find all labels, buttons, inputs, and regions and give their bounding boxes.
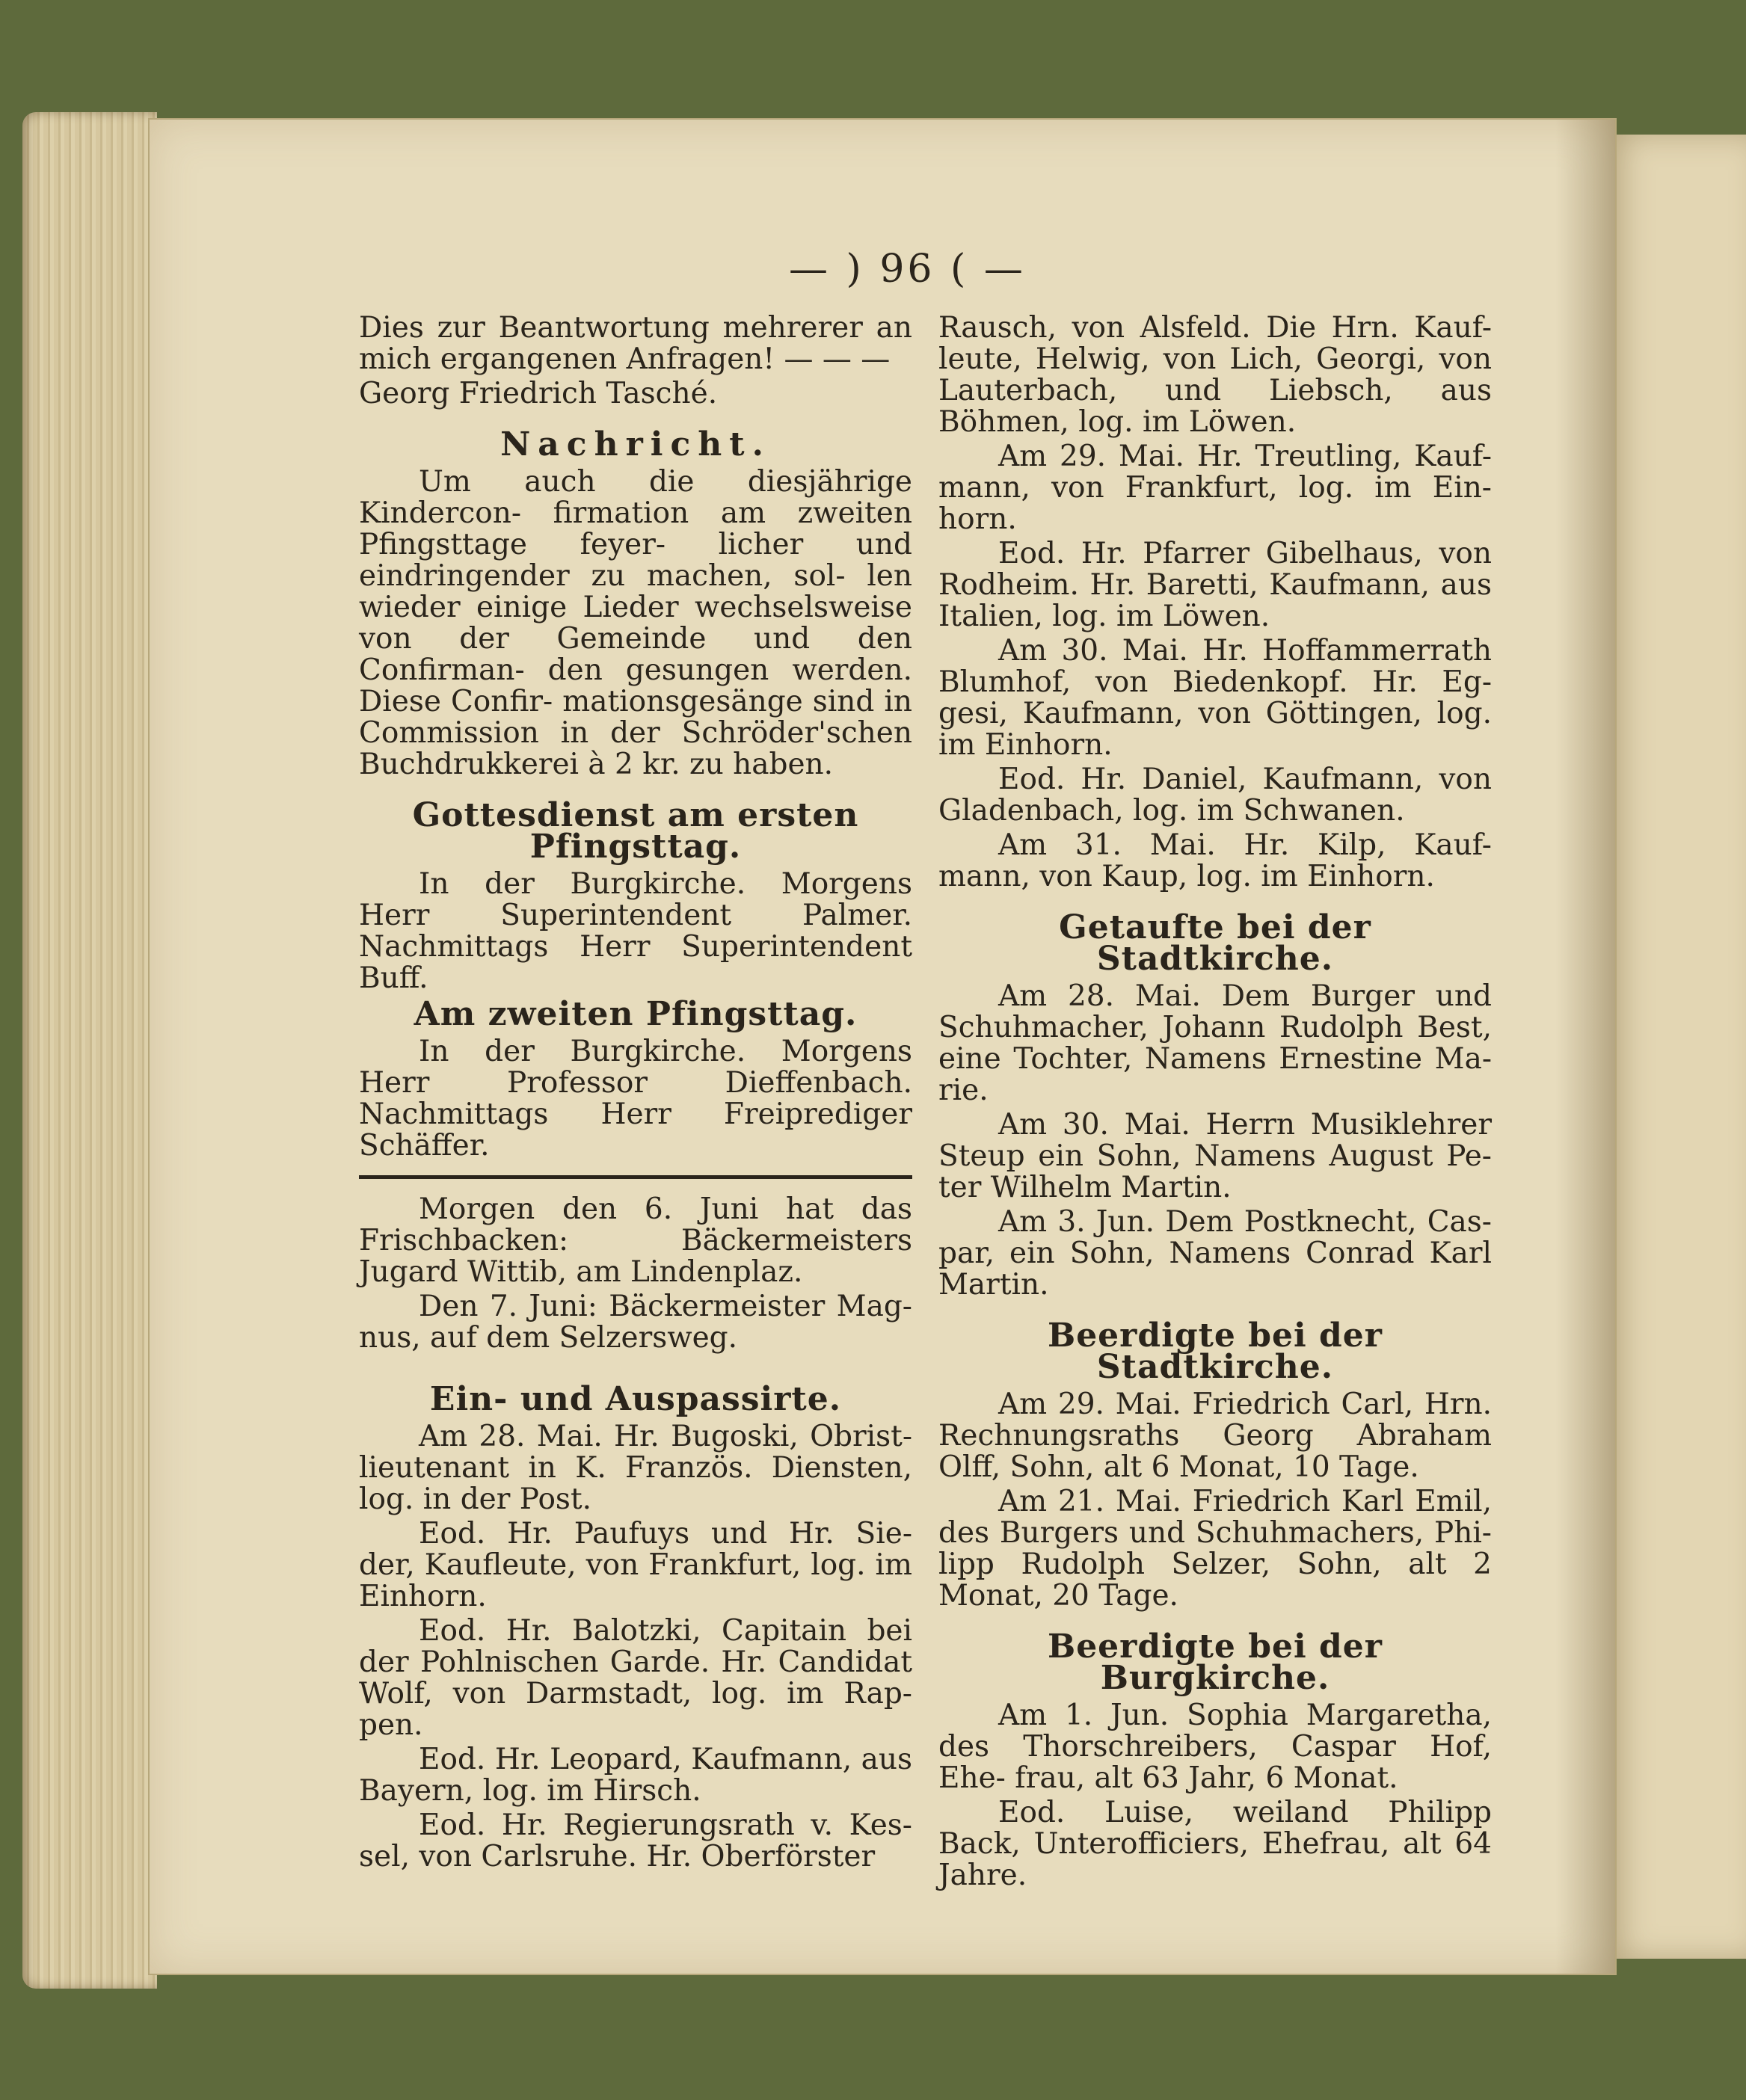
passirte-entry: Eod. Hr. Balotzki, Capitain bei der Pohlnischen Garde. Hr. Candidat Wolf, von Darmstadt, log. im Rap- pen. bbox=[359, 1614, 912, 1742]
right-column bbox=[938, 312, 1492, 1894]
zweiter-pfingsttag-heading: Am zweiten Pfingsttag. bbox=[414, 995, 858, 1033]
facing-page-edge bbox=[1608, 135, 1746, 1959]
passirte-entry: Am 29. Mai. Hr. Treutling, Kauf- mann, von Frankfurt, log. im Ein- horn. bbox=[938, 440, 1492, 536]
getaufte-heading: Getaufte bei der Stadtkirche. bbox=[1059, 908, 1371, 978]
passirte-entry: Am 30. Mai. Hr. Hoffammerrath Blumhof, von Biedenkopf. Hr. Eg- gesi, Kaufmann, von Göttingen, log. im Einhorn. bbox=[938, 634, 1492, 762]
getaufte-entry: Am 28. Mai. Dem Burger und Schuhmacher, Johann Rudolph Best, eine Tochter, Namens Ernestine Ma- rie. bbox=[938, 979, 1492, 1107]
getaufte-entry: Am 30. Mai. Herrn Musiklehrer Steup ein Sohn, Namens August Pe- ter Wilhelm Martin. bbox=[938, 1108, 1492, 1204]
signature: Georg Friedrich Tasché. bbox=[359, 377, 718, 410]
backen-notice-2: Den 7. Juni: Bäckermeister Mag- nus, auf dem Selzersweg. bbox=[359, 1290, 912, 1355]
beerdigte-entry: Am 1. Jun. Sophia Margaretha, des Thorschreibers, Caspar Hof, Ehe- frau, alt 63 Jahr, 6 Monat. bbox=[938, 1699, 1492, 1795]
beerdigte-stadtkirche-heading: Beerdigte bei der Stadtkirche. bbox=[1048, 1317, 1383, 1386]
passirte-entry: Am 28. Mai. Hr. Bugoski, Obrist- lieutenant in K. Französ. Diensten, log. in der Post. bbox=[359, 1420, 912, 1516]
passirte-heading: Ein- und Auspassirte. bbox=[429, 1380, 842, 1418]
passirte-entry: Eod. Hr. Daniel, Kaufmann, von Gladenbach, log. im Schwanen. bbox=[938, 763, 1492, 828]
passirte-entry: Eod. Hr. Leopard, Kaufmann, aus Bayern, log. im Hirsch. bbox=[359, 1743, 912, 1808]
passirte-entry: Eod. Hr. Regierungsrath v. Kes- sel, von Carlsruhe. Hr. Oberförster bbox=[359, 1808, 912, 1873]
left-column bbox=[359, 312, 912, 1876]
gottesdienst-text: In der Burgkirche. Morgens Herr Superintendent Palmer. Nachmittags Herr Superintendent Buff. bbox=[359, 867, 912, 995]
gutter-shadow bbox=[1555, 120, 1615, 1974]
nachricht-text: Um auch die diesjährige Kindercon- firmation am zweiten Pfingsttage feyer- licher und eindringender zu machen, sol- len wieder einige Lieder wechselsweise von der Gemeinde und den Confirman- den gesungen werden. Diese Confir- mationsgesänge sind in Commission in der Schröder'schen Buchdrukkerei à 2 kr. zu haben. bbox=[359, 465, 912, 781]
passirte-entry: Eod. Hr. Pfarrer Gibelhaus, von Rodheim. Hr. Baretti, Kaufmann, aus Italien, log. im Löwen. bbox=[938, 537, 1492, 633]
nachricht-heading: Nachricht. bbox=[500, 425, 771, 464]
intro-paragraph: Dies zur Beantwortung mehrerer an mich ergangenen Anfragen! — — — bbox=[359, 311, 912, 376]
passirte-entry: Eod. Hr. Paufuys und Hr. Sie- der, Kaufleute, von Frankfurt, log. im Einhorn. bbox=[359, 1517, 912, 1613]
passirte-continued: Rausch, von Alsfeld. Die Hrn. Kauf- leute, Helwig, von Lich, Georgi, von Lauterbach, und Liebsch, aus Böhmen, log. im Löwen. bbox=[938, 311, 1492, 439]
gottesdienst-heading: Gottesdienst am ersten Pfingsttag. bbox=[412, 796, 859, 866]
beerdigte-entry: Am 21. Mai. Friedrich Karl Emil, des Burgers und Schuhmachers, Phi- lipp Rudolph Selzer, Sohn, alt 2 Monat, 20 Tage. bbox=[938, 1485, 1492, 1613]
book-page-edges bbox=[22, 112, 157, 1989]
beerdigte-burgkirche-heading: Beerdigte bei der Burgkirche. bbox=[1048, 1628, 1383, 1697]
beerdigte-entry: Eod. Luise, weiland Philipp Back, Unterofficiers, Ehefrau, alt 64 Jahre. bbox=[938, 1796, 1492, 1892]
passirte-entry: Am 31. Mai. Hr. Kilp, Kauf- mann, von Kaup, log. im Einhorn. bbox=[938, 828, 1492, 893]
page-number: — ) 96 ( — bbox=[789, 247, 1026, 292]
zweiter-pfingsttag-text: In der Burgkirche. Morgens Herr Professor Dieffenbach. Nachmittags Herr Freiprediger Schäffer. bbox=[359, 1035, 912, 1163]
section-divider bbox=[359, 1175, 912, 1179]
beerdigte-entry: Am 29. Mai. Friedrich Carl, Hrn. Rechnungsraths Georg Abraham Olff, Sohn, alt 6 Monat, 10 Tage. bbox=[938, 1388, 1492, 1484]
backen-notice-1: Morgen den 6. Juni hat das Frischbacken: Bäckermeisters Jugard Wittib, am Lindenplaz. bbox=[359, 1192, 912, 1289]
getaufte-entry: Am 3. Jun. Dem Postknecht, Cas- par, ein Sohn, Namens Conrad Karl Martin. bbox=[938, 1205, 1492, 1302]
